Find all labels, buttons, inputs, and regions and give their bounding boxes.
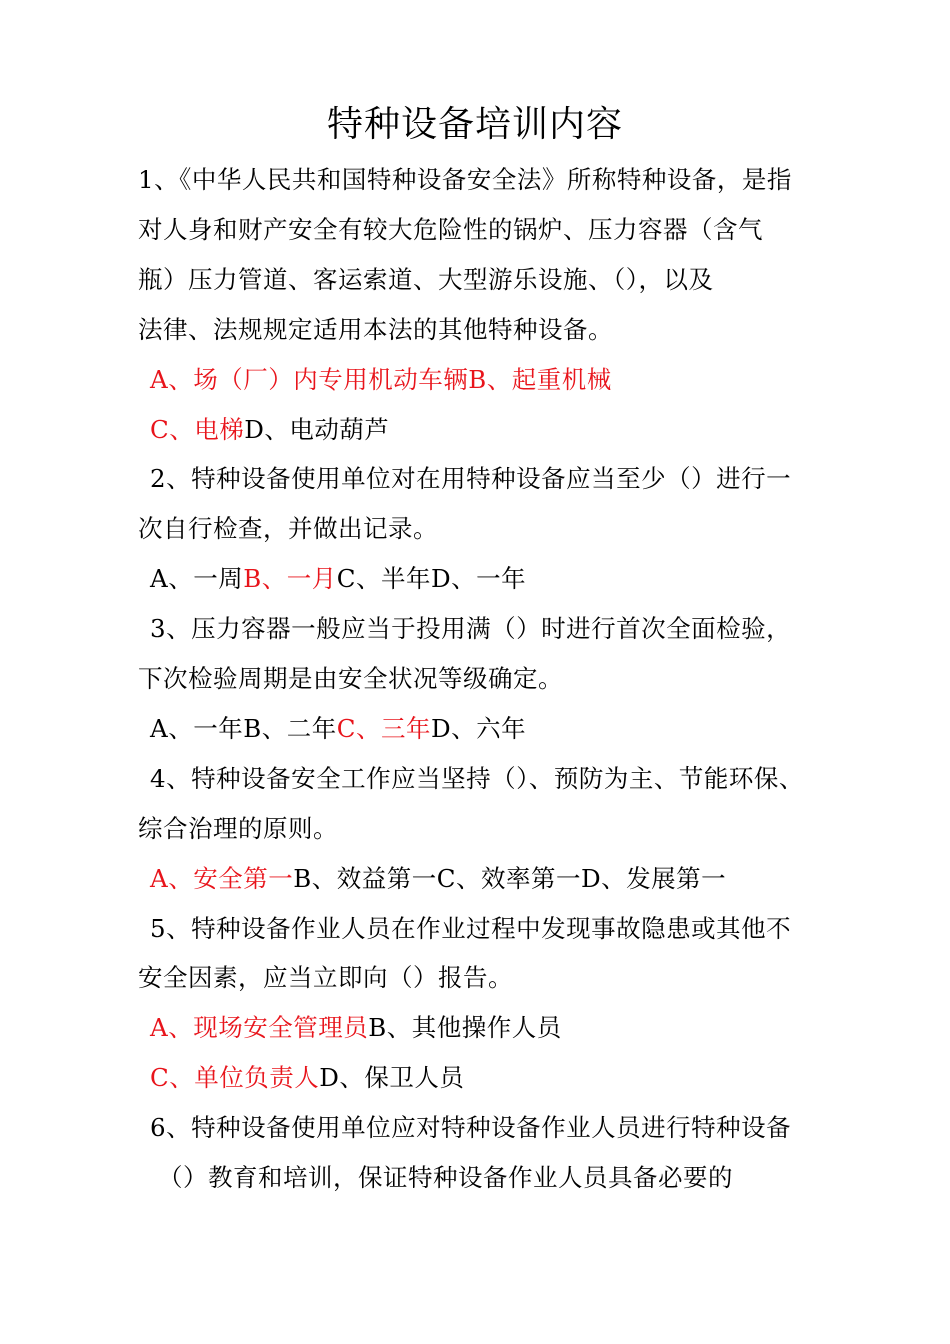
answer-options-line	[150, 559, 526, 599]
question-stem-line: 对人身和财产安全有较大危险性的锅炉、压力容器（含气	[138, 214, 763, 244]
question-stem-line: 4、特种设备安全工作应当坚持（）、预防为主、节能环保、	[150, 763, 804, 793]
answer-option: D、六年	[430, 713, 527, 743]
correct-answer-option: B、一月	[243, 564, 337, 594]
answer-option: C、半年	[336, 564, 431, 594]
page-title: 特种设备培训内容	[326, 104, 623, 145]
question-stem-line: 安全因素，应当立即向（）报告。	[138, 963, 513, 993]
answer-option: D、保卫人员	[319, 1063, 465, 1093]
correct-answer-option: A、安全第一	[150, 863, 294, 893]
answer-option: D、电动葫芦	[244, 414, 390, 444]
question-stem-line: 5、特种设备作业人员在作业过程中发现事故隐患或其他不	[150, 913, 792, 943]
question-stem-line: 次自行检查，并做出记录。	[138, 514, 438, 544]
question-stem-line: 综合治理的原则。	[138, 813, 338, 843]
question-stem-line: 法律、法规规定适用本法的其他特种设备。	[138, 314, 613, 344]
correct-answer-option: B、起重机械	[468, 364, 612, 394]
question-stem-line: （）教育和培训，保证特种设备作业人员具备必要的	[158, 1163, 733, 1192]
question-stem-line: 3、压力容器一般应当于投用满（）时进行首次全面检验，	[150, 614, 792, 644]
question-stem-line: 瓶）压力管道、客运索道、大型游乐设施、（），以及	[138, 264, 714, 294]
answer-options-line	[150, 410, 389, 450]
answer-option: B、其他操作人员	[368, 1013, 562, 1043]
correct-answer-option: C、三年	[336, 713, 431, 743]
answer-option: C、效率第一	[436, 863, 581, 893]
answer-options-line	[150, 360, 612, 400]
answer-option: B、效益第一	[293, 863, 437, 893]
answer-option: A、一年	[150, 713, 244, 743]
correct-answer-option: A、现场安全管理员	[150, 1013, 369, 1043]
answer-option: D、发展第一	[580, 863, 727, 893]
answer-options-line	[150, 709, 526, 749]
answer-options-line	[150, 1058, 464, 1098]
answer-options-line	[150, 1008, 562, 1048]
answer-option: D、一年	[430, 564, 527, 594]
question-stem-line: 2、特种设备使用单位对在用特种设备应当至少（）进行一	[150, 464, 792, 494]
correct-answer-option: A、场（厂）内专用机动车辆	[150, 364, 469, 394]
question-stem-line: 下次检验周期是由安全状况等级确定。	[138, 664, 563, 693]
correct-answer-option: C、电梯	[150, 414, 245, 444]
question-stem-line: 1、《中华人民共和国特种设备安全法》所称特种设备，是指	[138, 165, 792, 194]
answer-option: A、一周	[150, 564, 244, 594]
correct-answer-option: C、单位负责人	[150, 1063, 320, 1093]
answer-option: B、二年	[243, 713, 337, 743]
answer-options-line	[150, 859, 726, 899]
question-stem-line: 6、特种设备使用单位应对特种设备作业人员进行特种设备	[150, 1113, 792, 1143]
